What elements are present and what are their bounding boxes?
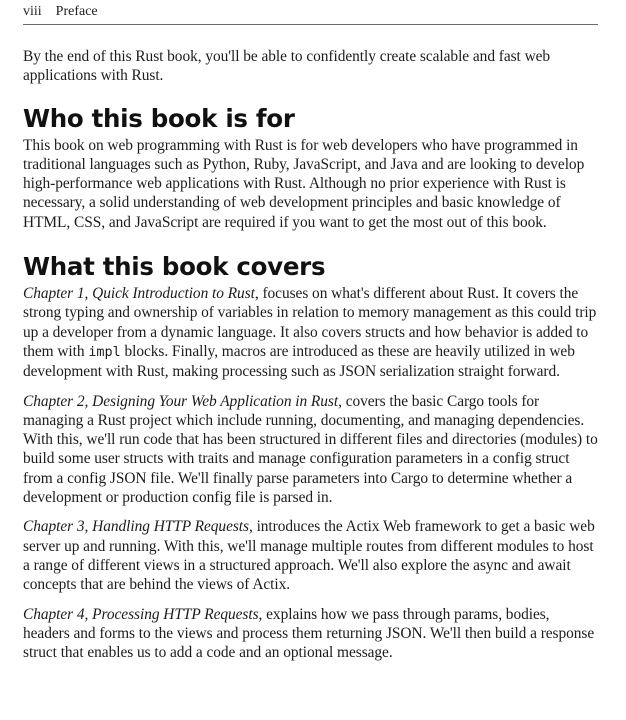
chapter-1-summary xyxy=(23,284,598,381)
chapter-label: Chapter 2 xyxy=(23,392,85,410)
chapter-title: Quick Introduction to Rust xyxy=(92,285,255,303)
running-head xyxy=(23,0,598,25)
chapter-title: Handling HTTP Requests xyxy=(92,518,249,536)
chapter-text-continued: blocks. Finally, macros are introduced as these are heavily utilized in web development with Rust, making processing such as JSON serialization straight forward. xyxy=(23,342,575,381)
chapter-sep: , xyxy=(84,605,93,623)
section-title: Preface xyxy=(55,4,98,19)
intro-paragraph: By the end of this Rust book, you'll be able to confidently create scalable and fast web applications with Rust. xyxy=(23,48,551,85)
chapter-2-summary xyxy=(23,392,598,508)
chapter-text: , focuses on what's different about Rust. It covers the strong typing and ownership of variables in relation to memory management as this could trip up a developer from a dynamic language. It also covers structs and how behavior is added to them with xyxy=(23,285,597,360)
chapter-label: Chapter 1 xyxy=(23,285,85,303)
chapter-sep: , xyxy=(84,518,93,536)
chapter-text: , covers the basic Cargo tools for managing a Rust project which include running, documenting, and managing dependencies. With this, we'll run code that has been structured in different files and directories (modules) to build some user structs with traits and manage configuration parameters in a config struct from a config JSON file. We'll finally parse parameters into Cargo to determine whether a development or production config file is parsed in. xyxy=(23,392,598,507)
who-for-paragraph: This book on web programming with Rust is for web developers who have programmed in traditional languages such as Python, Ruby, JavaScript, and Java and are looking to develop high-performance web applications with Rust. Although no prior experience with Rust is necessary, a solid understanding of web development principles and basic knowledge of HTML, CSS, and JavaScript are required if you want to get the most out of this book. xyxy=(23,136,585,231)
chapter-title: Designing Your Web Application in Rust xyxy=(92,392,339,410)
chapter-label: Chapter 4 xyxy=(23,605,85,623)
chapter-text: , explains how we pass through params, bodies, headers and forms to the views and process them returning JSON. We'll then build a response struct that enables us to add a code and an optional message. xyxy=(23,605,595,662)
chapter-3-summary xyxy=(23,517,598,594)
chapter-sep: , xyxy=(84,392,93,410)
chapter-sep: , xyxy=(84,285,93,303)
page-number: viii xyxy=(23,4,42,19)
heading-who-this-book-is-for: Who this book is for xyxy=(23,103,295,133)
chapter-text: , introduces the Actix Web framework to get a basic web server up and running. With this, we'll manage multiple routes from different modules to host a range of different views in a structured approach. We'll also explore the async and await concepts that are behind the views of Actix. xyxy=(23,518,595,594)
chapter-title: Processing HTTP Requests xyxy=(92,605,259,623)
chapter-label: Chapter 3 xyxy=(23,518,85,536)
inline-code: impl xyxy=(88,343,121,360)
heading-what-this-book-covers: What this book covers xyxy=(23,252,326,282)
chapter-4-summary xyxy=(23,605,598,663)
book-page xyxy=(23,0,598,662)
